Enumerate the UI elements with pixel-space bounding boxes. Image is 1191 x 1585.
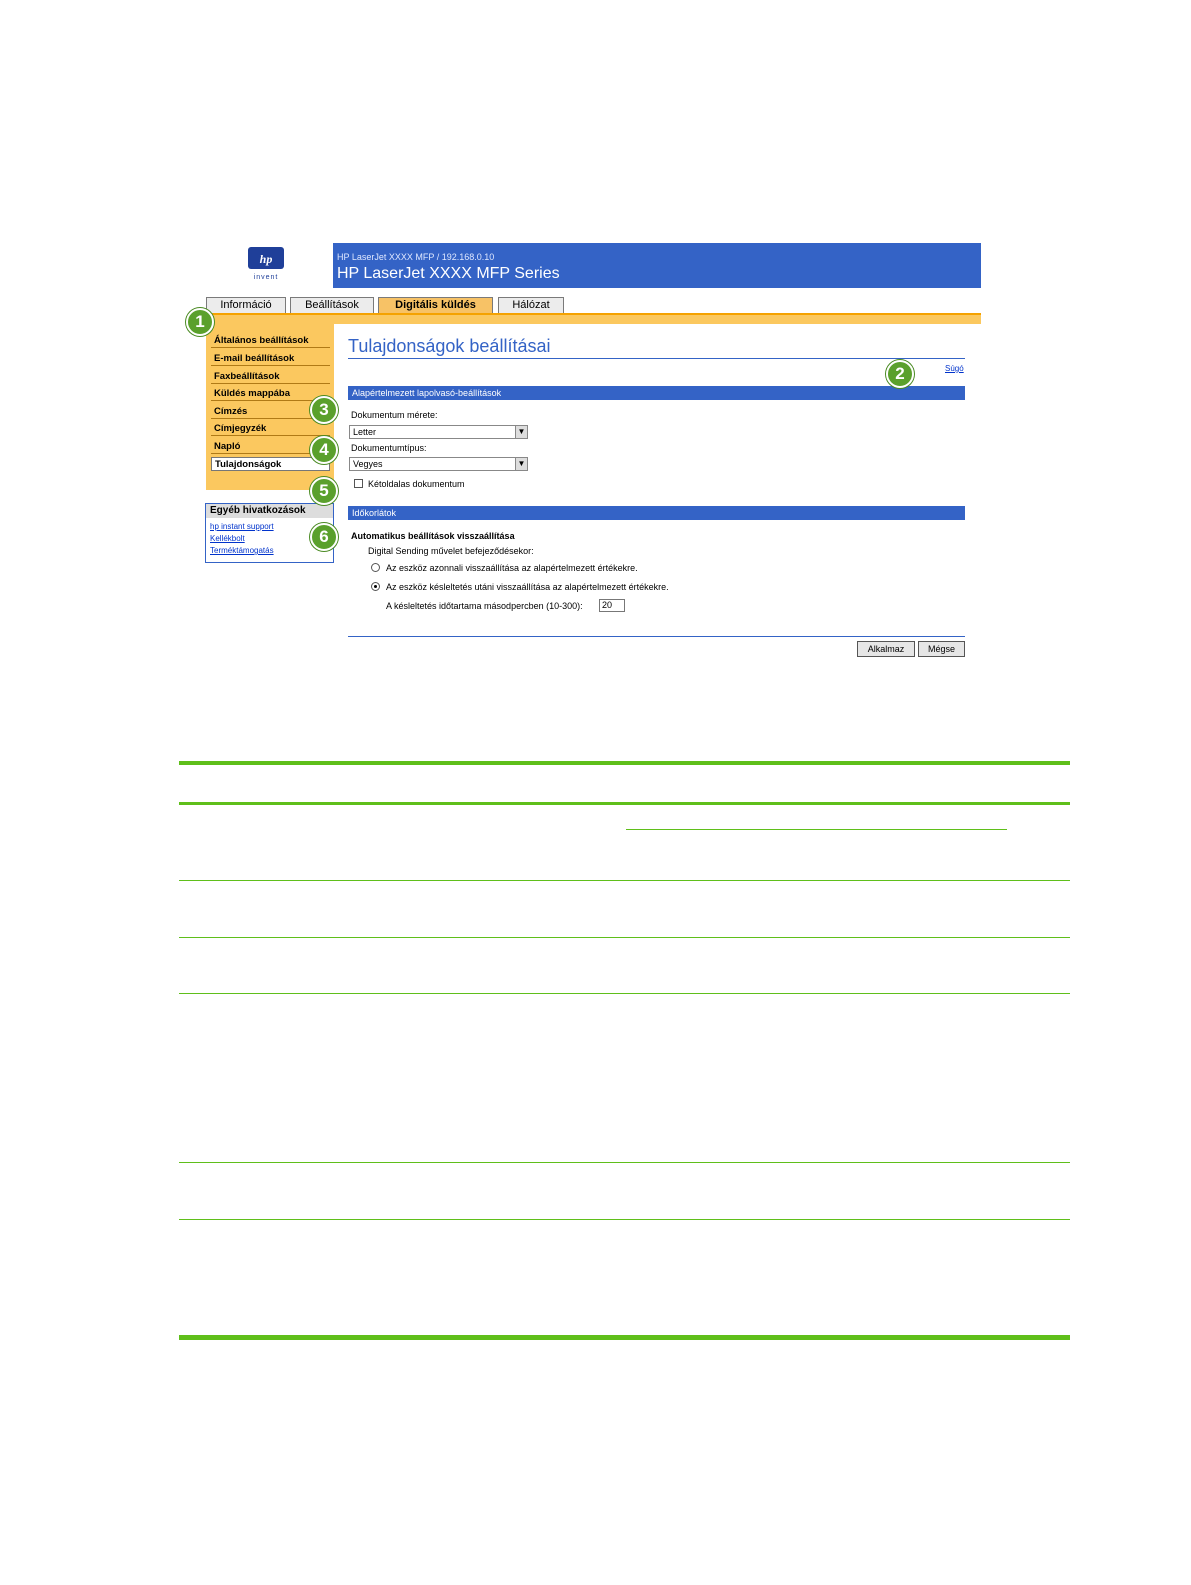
sidebar-item-altalanos[interactable]: Általános beállítások	[211, 334, 330, 348]
device-title: HP LaserJet XXXX MFP Series	[337, 265, 560, 282]
device-address: HP LaserJet XXXX MFP / 192.168.0.10	[337, 252, 495, 262]
table-row-divider	[179, 993, 1070, 994]
table-header-rule	[179, 802, 1070, 805]
chevron-down-icon: ▼	[515, 426, 527, 438]
apply-button[interactable]: Alkalmaz	[857, 641, 915, 657]
content-top-bar	[334, 315, 981, 324]
callout-4: 4	[310, 436, 338, 464]
sidebar-item-mappa[interactable]: Küldés mappába	[211, 387, 330, 401]
tab-digitalis-kuldes[interactable]: Digitális küldés	[378, 297, 493, 315]
doc-type-select[interactable]	[349, 457, 528, 471]
sidebar-item-cimzes[interactable]: Címzés	[211, 405, 330, 419]
help-link[interactable]: Súgó	[945, 364, 964, 373]
link-termektamogatas[interactable]: Terméktámogatás	[210, 546, 274, 555]
section-scanner-defaults: Alapértelmezett lapolvasó-beállítások	[348, 386, 965, 400]
link-kellekbolt[interactable]: Kellékbolt	[210, 534, 245, 543]
header-banner	[333, 243, 981, 288]
tab-halozat[interactable]: Hálózat	[498, 297, 564, 314]
svg-text:invent: invent	[253, 274, 279, 281]
sidebar-item-email[interactable]: E-mail beállítások	[211, 352, 330, 366]
table-row-divider	[179, 880, 1070, 881]
svg-text:hp: hp	[259, 252, 273, 266]
hp-logo	[246, 247, 286, 281]
doc-size-value: Letter	[353, 427, 377, 437]
table-bottom-rule	[179, 1335, 1070, 1340]
callout-6: 6	[310, 523, 338, 551]
table-top-rule	[179, 761, 1070, 765]
link-hp-instant-support[interactable]: hp instant support	[210, 522, 274, 531]
sidebar-item-fax[interactable]: Faxbeállítások	[211, 370, 330, 384]
tab-beallitasok[interactable]: Beállítások	[290, 297, 374, 314]
reset-subtext: Digital Sending művelet befejeződésekor:	[368, 546, 534, 556]
table-row-divider	[179, 1219, 1070, 1220]
reset-delayed-radio[interactable]	[371, 582, 380, 591]
page-title: Tulajdonságok beállításai	[348, 336, 551, 356]
doc-type-value: Vegyes	[353, 459, 383, 469]
callout-1: 1	[186, 308, 214, 336]
chevron-down-icon: ▼	[515, 458, 527, 470]
duplex-label: Kétoldalas dokumentum	[368, 479, 465, 489]
reset-immediate-radio[interactable]	[371, 563, 380, 572]
delay-label: A késleltetés időtartama másodpercben (10-300):	[386, 601, 583, 611]
reset-immediate-label: Az eszköz azonnali visszaállítása az alapértelmezett értékekre.	[386, 563, 638, 573]
callout-2: 2	[886, 360, 914, 388]
table-link-underline	[626, 829, 1007, 830]
doc-size-label: Dokumentum mérete:	[351, 410, 438, 420]
table-row-divider	[179, 1162, 1070, 1163]
reset-heading: Automatikus beállítások visszaállítása	[351, 531, 515, 541]
title-rule	[348, 358, 965, 359]
doc-type-label: Dokumentumtípus:	[351, 443, 427, 453]
callout-3: 3	[310, 396, 338, 424]
callout-5: 5	[310, 477, 338, 505]
other-links-heading: Egyéb hivatkozások	[206, 504, 333, 518]
sidebar-item-cimjegyzek[interactable]: Címjegyzék	[211, 422, 330, 436]
sidebar-item-tulajdonsagok[interactable]: Tulajdonságok	[211, 457, 330, 471]
table-row-divider	[179, 937, 1070, 938]
sidebar-item-naplo[interactable]: Napló	[211, 440, 330, 454]
cancel-button[interactable]: Mégse	[918, 641, 965, 657]
doc-size-select[interactable]	[349, 425, 528, 439]
duplex-checkbox[interactable]	[354, 479, 363, 488]
section-timeouts: Időkorlátok	[348, 506, 965, 520]
tab-informacio[interactable]: Információ	[206, 297, 286, 314]
reset-delayed-label: Az eszköz késleltetés utáni visszaállítása az alapértelmezett értékekre.	[386, 582, 669, 592]
delay-input[interactable]: 20	[599, 599, 625, 612]
form-bottom-rule	[348, 636, 965, 637]
